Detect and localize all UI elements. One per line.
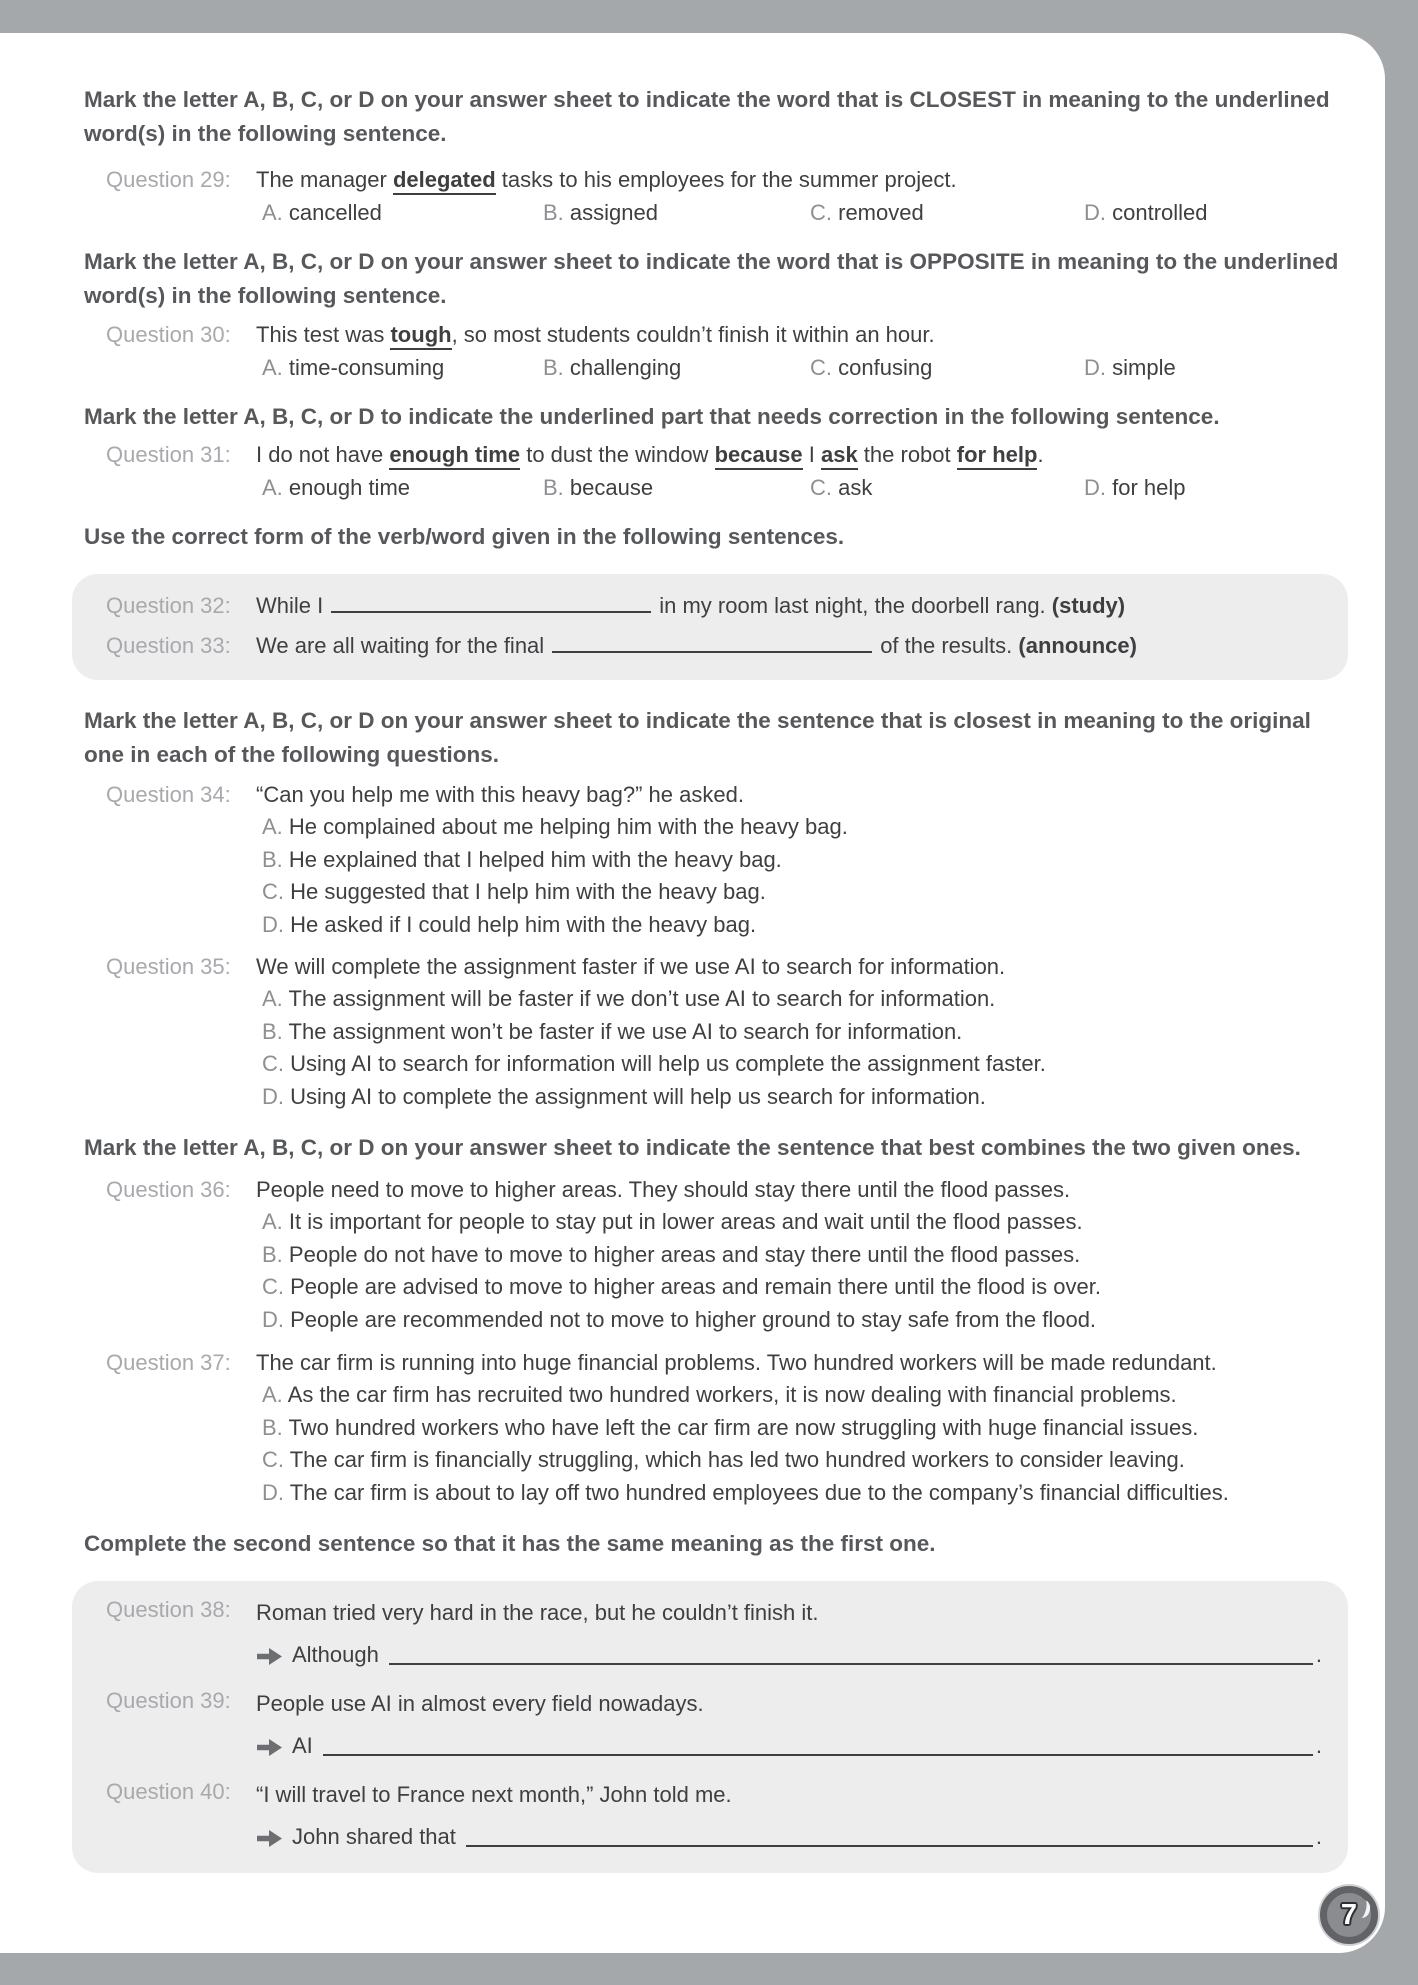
option-a: A. enough time xyxy=(262,475,411,500)
option-a: A. time-consuming xyxy=(262,355,445,380)
section-heading-verb-form: Use the correct form of the verb/word given in the following sentences. xyxy=(84,524,845,549)
question-31 xyxy=(84,438,1351,504)
question-text: The manager delegated tasks to his employees for the summer project. xyxy=(256,163,1351,196)
option-d: D. controlled xyxy=(1084,200,1208,225)
rewrite-stem: AI xyxy=(292,1733,313,1758)
fill-in-box xyxy=(72,574,1348,680)
question-label: Question 29: xyxy=(106,167,231,192)
question-label: Question 35: xyxy=(106,954,231,979)
rewrite-box xyxy=(72,1581,1348,1873)
question-label: Question 31: xyxy=(106,442,231,467)
option-b: B. He explained that I helped him with the heavy bag. xyxy=(262,846,782,872)
section-heading-combine: Mark the letter A, B, C, or D on your answer sheet to indicate the sentence that best combines the two given ones. xyxy=(84,1135,1301,1160)
answer-blank xyxy=(331,588,651,613)
question-38 xyxy=(106,1593,1322,1684)
question-text: I do not have enough time to dust the window because I ask the robot for help. xyxy=(256,438,1351,471)
option-c: C. The car firm is financially struggling, which has led two hundred workers to consider leaving. xyxy=(262,1447,1185,1472)
question-text: While I in my room last night, the doorbell rang. (study) xyxy=(256,586,1322,626)
option-a: A. It is important for people to stay put in lower areas and wait until the flood passes. xyxy=(262,1209,1083,1234)
arrow-right-icon xyxy=(256,1828,283,1849)
rewrite-line xyxy=(256,1637,1322,1673)
options-list xyxy=(256,811,1351,941)
underlined-part-b: because xyxy=(715,442,803,470)
question-33 xyxy=(106,626,1322,666)
answer-line xyxy=(466,1845,1313,1847)
question-label: Question 36: xyxy=(106,1177,231,1202)
question-34 xyxy=(84,778,1351,941)
option-d: D. The car firm is about to lay off two hundred employees due to the company’s financial difficulties. xyxy=(262,1479,1229,1505)
answer-line xyxy=(389,1663,1313,1665)
rewrite-stem: Although xyxy=(292,1642,379,1667)
rewrite-line xyxy=(256,1728,1322,1764)
section-heading-correction: Mark the letter A, B, C, or D to indicate the underlined part that needs correction in the following sentence. xyxy=(84,404,1220,429)
option-c: C. ask xyxy=(810,475,873,500)
option-d: D. Using AI to complete the assignment will help us search for information. xyxy=(262,1083,986,1109)
page-number-badge xyxy=(1320,1886,1378,1944)
worksheet-page xyxy=(0,33,1385,1953)
end-punctuation: . xyxy=(1315,1642,1322,1667)
arrow-right-icon xyxy=(256,1646,283,1667)
question-label: Question 30: xyxy=(106,322,231,347)
option-c: C. removed xyxy=(810,200,924,225)
page-number: 7 xyxy=(1340,1898,1358,1931)
underlined-word: tough xyxy=(390,322,451,350)
option-b: B. challenging xyxy=(543,355,682,380)
answer-blank xyxy=(552,628,872,653)
option-c: C. confusing xyxy=(810,355,933,380)
option-b: B. Two hundred workers who have left the car firm are now struggling with huge financial issues. xyxy=(262,1414,1199,1440)
end-punctuation: . xyxy=(1315,1824,1322,1849)
option-d: D. simple xyxy=(1084,355,1176,380)
option-b: B. assigned xyxy=(543,200,658,225)
options-row xyxy=(256,471,1351,504)
question-label: Question 37: xyxy=(106,1350,231,1375)
underlined-part-d: for help xyxy=(957,442,1038,470)
question-36 xyxy=(84,1173,1351,1336)
rewrite-line xyxy=(256,1819,1322,1855)
option-a: A. The assignment will be faster if we don’t use AI to search for information. xyxy=(262,986,996,1011)
end-punctuation: . xyxy=(1315,1733,1322,1758)
underlined-word: delegated xyxy=(393,167,496,195)
question-label: Question 32: xyxy=(106,593,231,618)
underlined-part-c: ask xyxy=(821,442,858,470)
answer-line xyxy=(323,1754,1313,1756)
option-b: B. because xyxy=(543,475,654,500)
option-b: B. People do not have to move to higher areas and stay there until the flood passes. xyxy=(262,1241,1081,1267)
verb-hint: (announce) xyxy=(1018,633,1137,658)
options-list xyxy=(256,983,1351,1113)
arrow-right-icon xyxy=(256,1737,283,1758)
option-b: B. The assignment won’t be faster if we use AI to search for information. xyxy=(262,1018,963,1044)
section-heading-complete: Complete the second sentence so that it has the same meaning as the first one. xyxy=(84,1531,936,1556)
question-text: People need to move to higher areas. They should stay there until the flood passes. xyxy=(256,1177,1071,1202)
question-37 xyxy=(84,1346,1351,1509)
option-d: D. He asked if I could help him with the heavy bag. xyxy=(262,911,757,937)
question-39 xyxy=(106,1684,1322,1775)
option-d: D. for help xyxy=(1084,475,1186,500)
option-c: C. He suggested that I help him with the heavy bag. xyxy=(262,879,766,904)
option-a: A. As the car firm has recruited two hundred workers, it is now dealing with financial problems. xyxy=(262,1382,1177,1407)
options-row xyxy=(256,351,1351,384)
question-text: This test was tough, so most students couldn’t finish it within an hour. xyxy=(256,318,1351,351)
options-row xyxy=(256,196,1351,229)
option-d: D. People are recommended not to move to higher ground to stay safe from the flood. xyxy=(262,1306,1097,1332)
question-label: Question 33: xyxy=(106,633,231,658)
question-label: Question 34: xyxy=(106,782,231,807)
question-label: Question 38: xyxy=(106,1597,231,1622)
option-c: C. People are advised to move to higher areas and remain there until the flood is over. xyxy=(262,1274,1101,1299)
underlined-part-a: enough time xyxy=(389,442,520,470)
question-30 xyxy=(84,318,1351,384)
section-heading-closest: Mark the letter A, B, C, or D on your answer sheet to indicate the word that is CLOSEST in meaning to the underlined word(s) in the following sentence. xyxy=(84,87,1330,146)
option-a: A. cancelled xyxy=(262,200,382,225)
question-29 xyxy=(84,163,1351,229)
question-35 xyxy=(84,950,1351,1113)
question-text: We are all waiting for the final of the results. (announce) xyxy=(256,626,1322,666)
question-label: Question 39: xyxy=(106,1688,231,1713)
verb-hint: (study) xyxy=(1051,593,1126,618)
question-text: “I will travel to France next month,” John told me. xyxy=(256,1782,732,1807)
question-text: “Can you help me with this heavy bag?” he asked. xyxy=(256,782,744,807)
question-40 xyxy=(106,1775,1322,1859)
question-text: The car firm is running into huge financial problems. Two hundred workers will be made redundant. xyxy=(256,1350,1217,1375)
question-text: People use AI in almost every field nowadays. xyxy=(256,1691,704,1716)
option-c: C. Using AI to search for information will help us complete the assignment faster. xyxy=(262,1051,1046,1076)
option-a: A. He complained about me helping him with the heavy bag. xyxy=(262,814,848,839)
question-32 xyxy=(106,586,1322,626)
options-list xyxy=(256,1206,1351,1336)
question-text: Roman tried very hard in the race, but he couldn’t finish it. xyxy=(256,1600,819,1625)
question-text: We will complete the assignment faster if we use AI to search for information. xyxy=(256,954,1006,979)
question-label: Question 40: xyxy=(106,1779,231,1804)
rewrite-stem: John shared that xyxy=(292,1824,456,1849)
options-list xyxy=(256,1379,1351,1509)
section-heading-closest-sentence: Mark the letter A, B, C, or D on your answer sheet to indicate the sentence that is closest in meaning to the original one in each of the following questions. xyxy=(84,708,1311,767)
section-heading-opposite: Mark the letter A, B, C, or D on your answer sheet to indicate the word that is OPPOSITE in meaning to the underlined word(s) in the following sentence. xyxy=(84,249,1339,308)
